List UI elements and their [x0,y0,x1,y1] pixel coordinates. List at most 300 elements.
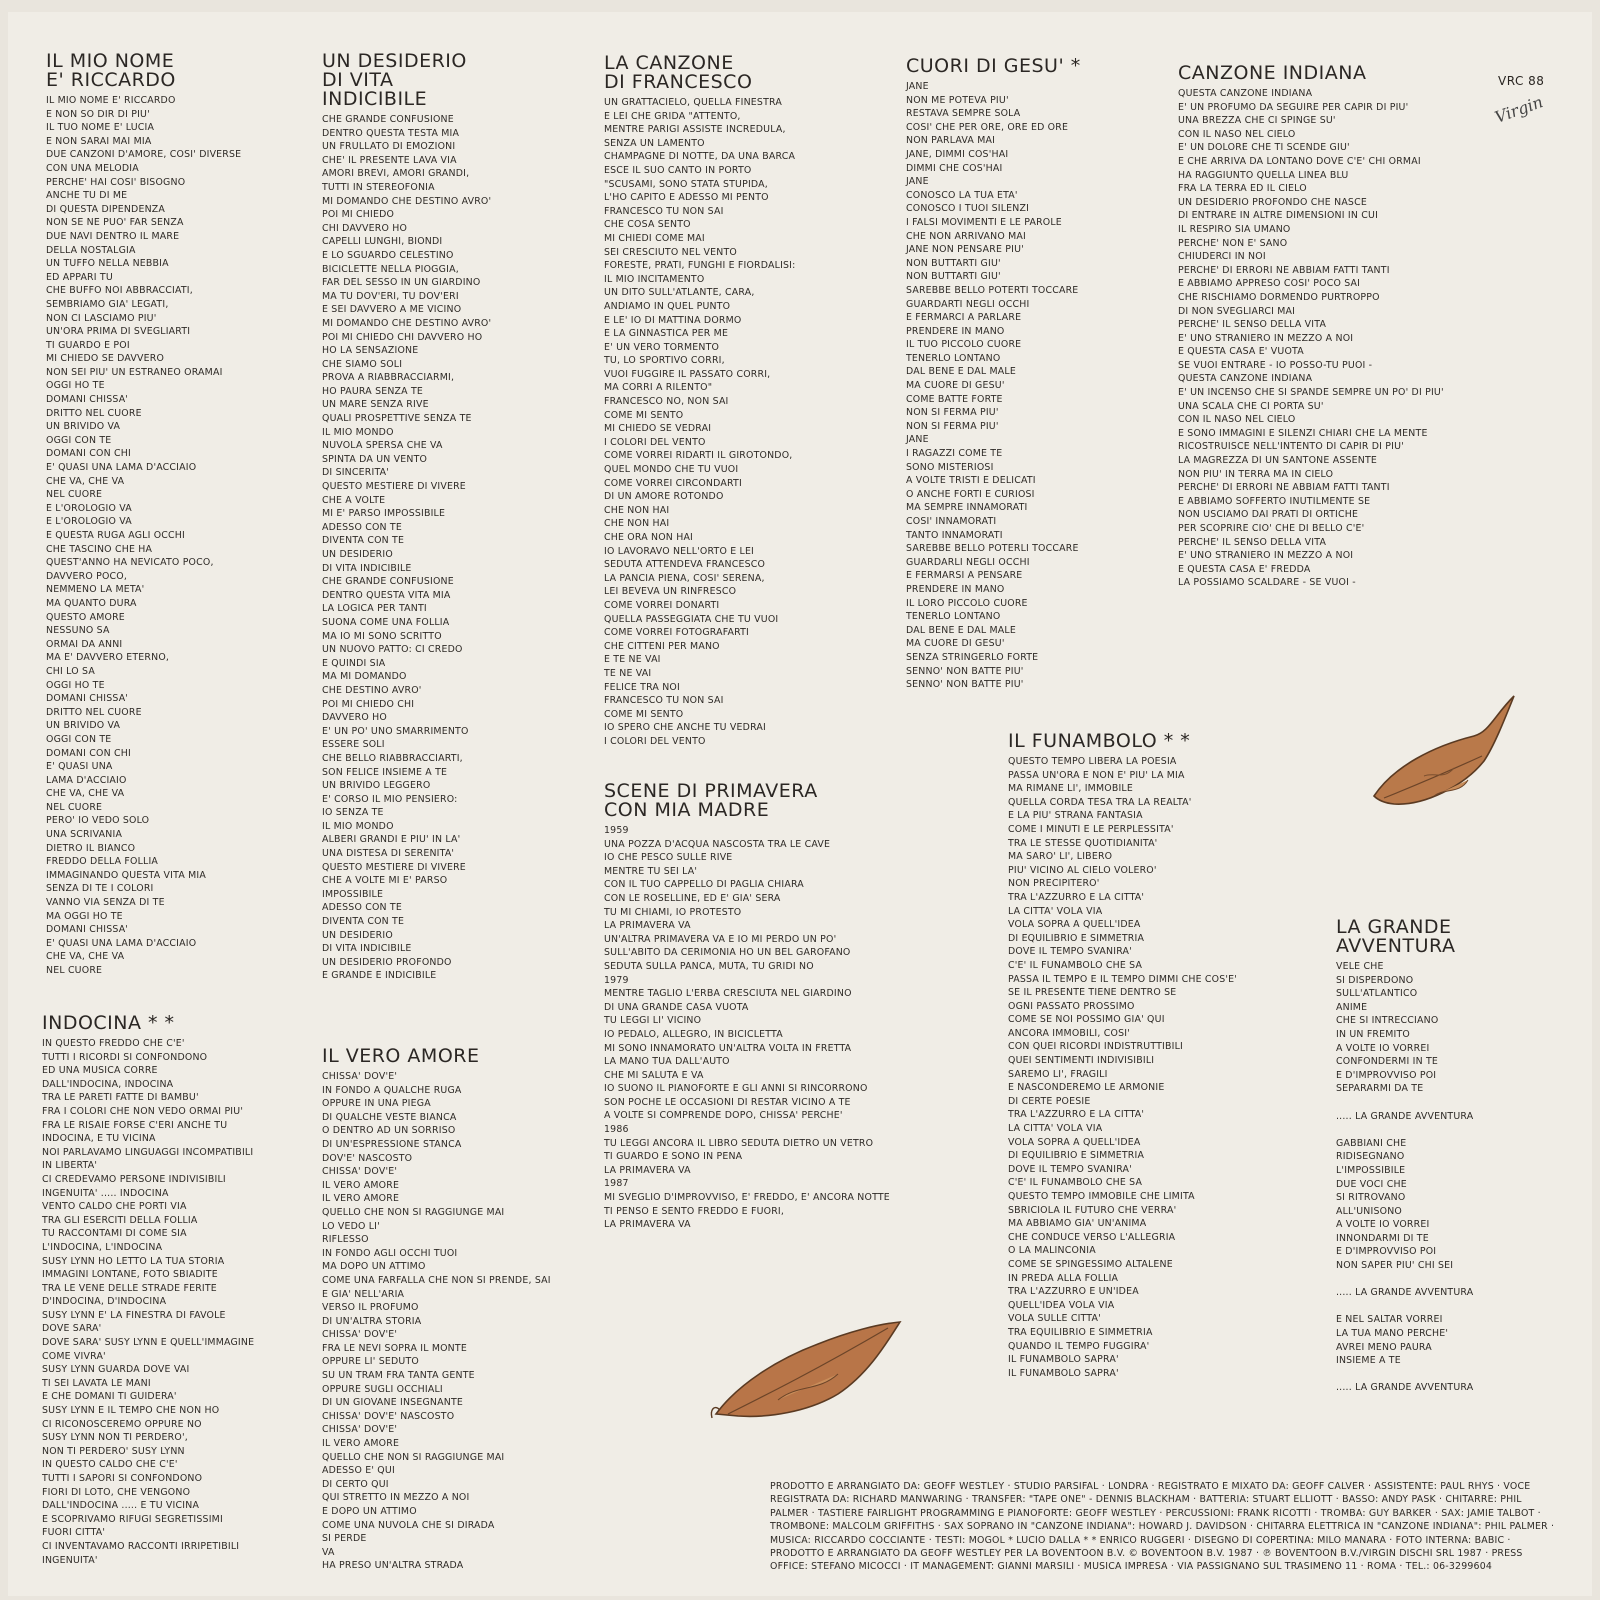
song-title: SCENE DI PRIMAVERA CON MIA MADRE [604,780,818,821]
lyric-line: ADESSO CON TE [322,902,402,914]
lyric-line: NON BUTTARTI GIU' [906,257,1001,269]
lyric-line: PERCHE' DI ERRORI NE ABBIAM FATTI TANTI [1178,264,1390,276]
lyric-line: E FERMARSI A PENSARE [906,570,1023,582]
lyric-line: SAREBBE BELLO POTERLI TOCCARE [906,543,1079,555]
lyric-line: AVREI MENO PAURA [1336,1341,1432,1353]
lyric-line: UNA DISTESA DI SERENITA' [322,848,455,860]
lyric-line: QUEL MONDO CHE TU VUOI [604,464,739,476]
song-cuori-di-gesu [906,57,1166,692]
lyric-line: LA MAGREZZA DI UN SANTONE ASSENTE [1178,455,1378,467]
lyric-line: IL FUNAMBOLO SAPRA' [1008,1354,1119,1366]
lyric-line: OGGI CON TE [46,733,112,745]
lyric-line: PERCHE' DI ERRORI NE ABBIAM FATTI TANTI [1178,482,1390,494]
lyric-line: E NEL SALTAR VORREI [1336,1314,1443,1326]
lyric-line: DELLA NOSTALGIA [46,244,136,256]
lyric-line: MA TU DOV'ERI, TU DOV'ERI [322,290,459,302]
lyric-line: E QUESTA CASA E' FREDDA [1178,563,1311,575]
lyric-line: HA RAGGIUNTO QUELLA LINEA BLU [1178,169,1349,181]
lyric-line: CHE VA, CHE VA [46,951,125,963]
lyric-line: D'INDOCINA, D'INDOCINA [42,1296,167,1308]
lyric-line: IN QUESTO FREDDO CHE C'E' [42,1038,185,1049]
lyric-line: PROVA A RIABBRACCIARMI, [322,372,455,384]
lyric-line: FRA LE RISAIE FORSE C'ERI ANCHE TU [42,1119,228,1131]
lyric-line: IL LORO PICCOLO CUORE [906,597,1028,609]
lyric-line: IMMAGINI LONTANE, FOTO SBIADITE [42,1269,218,1281]
lyric-line: SEDUTA SULLA PANCA, MUTA, TU GRIDI NO [604,960,814,972]
lyric-line: CON LE ROSELLINE, ED E' GIA' SERA [604,892,781,904]
lyric-line: ..... LA GRANDE AVVENTURA [1336,1382,1474,1394]
lyric-line: NON SI FERMA PIU' [906,420,999,432]
lyric-line: CHE NON HAI [604,504,670,516]
lyric-line: COME I MINUTI E LE PERPLESSITA' [1008,823,1174,835]
lyric-line: FRANCESCO TU NON SAI [604,695,724,707]
lyric-line: E' UNO STRANIERO IN MEZZO A NOI [1178,332,1354,344]
lyric-line: CON UNA MELODIA [46,162,139,174]
lyric-line: BICICLETTE NELLA PIOGGIA, [322,263,459,275]
lyric-line: SUSY LYNN NON TI PERDERO', [42,1432,188,1444]
lyric-line: E GRANDE E INDICIBILE [322,970,437,982]
lyric-line: INSIEME A TE [1336,1355,1401,1367]
lyric-line: CHISSA' DOV'E' [322,1424,398,1436]
lyric-line: CHE CITTENI PER MANO [604,640,720,652]
lyric-line: QUELLO CHE NON SI RAGGIUNGE MAI [322,1206,505,1218]
lyric-line: MI SONO INNAMORATO UN'ALTRA VOLTA IN FRETTA [604,1042,852,1054]
lyric-line: SUSY LYNN HO LETTO LA TUA STORIA [42,1255,225,1267]
lyric-line: SUSY LYNN GUARDA DOVE VAI [42,1364,190,1376]
lyric-line: ..... LA GRANDE AVVENTURA [1336,1287,1474,1299]
lyric-line: OGNI PASSATO PROSSIMO [1008,1000,1135,1012]
lyric-line: DIVENTA CON TE [322,916,405,928]
lyric-line: QUESTA CANZONE INDIANA [1178,88,1313,99]
lyric-line: CHE VA, CHE VA [46,475,125,487]
lyric-line: E' QUASI UNA [46,761,113,773]
lyric-line: CHE NON ARRIVANO MAI [906,230,1026,242]
lyric-line: CONFONDERMI IN TE [1336,1056,1439,1068]
lyric-line: QUESTO AMORE [46,611,125,623]
lyric-line: COME VORREI DONARTI [604,599,720,611]
lyric-line: FAR DEL SESSO IN UN GIARDINO [322,277,481,289]
lyric-line: IMMAGINANDO QUESTA VITA MIA [46,869,206,881]
lyric-line: CHE GRANDE CONFUSIONE [322,114,454,125]
lyric-line: CHE RISCHIAMO DORMENDO PURTROPPO [1178,291,1380,303]
lyric-line: DUE NAVI DENTRO IL MARE [46,230,180,242]
lyric-line: LAMA D'ACCIAIO [46,774,127,786]
lyric-line: ..... LA GRANDE AVVENTURA [1336,1110,1474,1122]
lyric-line: SON FELICE INSIEME A TE [322,766,448,778]
lyric-line: MI CHIEDI COME MAI [604,232,705,244]
lyric-line: PASSA UN'ORA E NON E' PIU' LA MIA [1008,769,1185,781]
lyric-line: MA ABBIAMO GIA' UN'ANIMA [1008,1218,1147,1230]
lyric-line: PERO' IO VEDO SOLO [46,815,150,827]
lyric-line: UN DESIDERIO [322,929,393,941]
lyric-line: E QUINDI SIA [322,657,386,669]
lyric-line: QUESTO MESTIERE DI VIVERE [322,861,466,873]
lyric-line: QUALI PROSPETTIVE SENZA TE [322,413,472,425]
lyric-line: FELICE TRA NOI [604,681,680,693]
lyric-line: IN FONDO A QUALCHE RUGA [322,1084,462,1096]
lyric-line: L'HO CAPITO E ADESSO MI PENTO [604,192,769,204]
lyric-line: DOVE IL TEMPO SVANIRA' [1008,946,1132,958]
lyric-line: UN DESIDERIO PROFONDO CHE NASCE [1178,196,1367,208]
lyric-line: VA [322,1546,335,1558]
lyric-line: IL MIO NOME E' RICCARDO [46,95,176,106]
lyric-line: CON IL NASO NEL CIELO [1178,414,1296,426]
lyric-line: PRENDERE IN MANO [906,583,1005,595]
lyric-line: E' CORSO IL MIO PENSIERO: [322,793,458,805]
lyric-line: LA PRIMAVERA VA [604,920,691,932]
lyric-line: COME SE NOI POSSIMO GIA' QUI [1008,1014,1165,1026]
lyric-line: IO SUONO IL PIANOFORTE E GLI ANNI SI RINCORRONO [604,1083,868,1095]
lyric-line: DI VITA INDICIBILE [322,562,412,574]
lyric-line: CHE NON HAI [604,518,670,530]
song-lyrics [322,1070,592,1573]
song-lyrics [906,80,1166,692]
lyric-line: CHISSA' DOV'E' [322,1071,398,1082]
lyric-line: UN FRULLATO DI EMOZIONI [322,141,456,153]
lyric-line: TRA GLI ESERCITI DELLA FOLLIA [42,1214,198,1226]
lyric-line: HA PRESO UN'ALTRA STRADA [322,1560,464,1572]
lyric-line: LA PRIMAVERA VA [604,1164,691,1176]
lyric-line: IN UN FREMITO [1336,1028,1411,1040]
lyric-line: ANDIAMO IN QUEL PUNTO [604,300,731,312]
lyric-line: FRA I COLORI CHE NON VEDO ORMAI PIU' [42,1105,244,1117]
lyric-line: FUORI CITTA' [42,1527,106,1539]
lyric-line: CONOSCO LA TUA ETA' [906,189,1018,201]
lyric-line: INNONDARMI DI TE [1336,1232,1429,1244]
lyric-line: O DENTRO AD UN SORRISO [322,1125,456,1137]
lyric-line: MA CORRI A RILENTO" [604,382,713,394]
lyric-line: TU LEGGI LI' VICINO [604,1015,702,1027]
lyric-line: CI CREDEVAMO PERSONE INDIVISIBILI [42,1173,226,1185]
lyric-line: CONOSCO I TUOI SILENZI [906,203,1030,215]
lyric-line: CHE SIAMO SOLI [322,358,403,370]
lyric-line: RICOSTRUISCE NELL'INTENTO DI CAPIR DI PIU' [1178,441,1404,453]
lyric-line: TRA L'AZZURRO E LA CITTA' [1008,891,1145,903]
lyric-line: IO CHE PESCO SULLE RIVE [604,852,733,864]
lyric-line: E D'IMPROVVISO POI [1336,1069,1437,1081]
leaf-illustration-bottom [708,1314,908,1434]
lyric-line: INDOCINA, E TU VICINA [42,1133,156,1145]
lyric-line: DI VITA INDICIBILE [322,943,412,955]
lyric-line: NEL CUORE [46,801,103,813]
lyric-line: SI RITROVANO [1336,1192,1406,1204]
lyric-line: HO LA SENSAZIONE [322,345,419,357]
lyric-line: JANE [906,176,929,188]
lyric-line: MA SEMPRE INNAMORATI [906,502,1028,514]
lyric-line: PER SCOPRIRE CIO' CHE DI BELLO C'E' [1178,523,1365,534]
lyric-line: OPPURE SUGLI OCCHIALI [322,1383,443,1395]
lyric-line: CHE TASCINO CHE HA [46,543,153,555]
lyric-line: DOVE SARA' SUSY LYNN E QUELL'IMMAGINE [42,1337,255,1349]
lyric-line: TI SEI LAVATA LE MANI [42,1377,151,1389]
lyric-line: LO VEDO LI' [322,1220,380,1232]
lyric-line: NON PIU' IN TERRA MA IN CIELO [1178,468,1334,480]
lyric-line: UN DESIDERIO PROFONDO [322,956,452,968]
lyric-line: IN PREDA ALLA FOLLIA [1008,1272,1119,1284]
song-lyrics [604,824,914,1232]
lyric-line: E NON SO DIR DI PIU' [46,108,150,120]
lyric-line: DI SINCERITA' [322,467,390,479]
lyric-line: TRA LE STESSE QUOTIDIANITA' [1008,837,1158,849]
lyric-line: NON PRECIPITERO' [1008,878,1100,890]
lyric-line: CHISSA' DOV'E' [322,1329,398,1341]
lyric-line: DI EQUILIBRIO E SIMMETRIA [1008,932,1145,944]
lyric-line: O ANCHE FORTI E CURIOSI [906,488,1035,500]
lyric-line: COME VORREI FOTOGRAFARTI [604,627,749,639]
lyric-line: DI ENTRARE IN ALTRE DIMENSIONI IN CUI [1178,210,1379,222]
lyric-line: FRA LE NEVI SOPRA IL MONTE [322,1342,467,1354]
lyric-line: MENTRE TAGLIO L'ERBA CRESCIUTA NEL GIARDINO [604,988,852,1000]
lyric-line: RESTAVA SEMPRE SOLA [906,108,1021,120]
lyric-line: LA LOGICA PER TANTI [322,603,427,615]
lyric-line: E' UN PROFUMO DA SEGUIRE PER CAPIR DI PIU' [1178,101,1409,113]
lyric-line: DI CERTE POESIE [1008,1095,1091,1107]
lyric-line: TUTTI IN STEREOFONIA [322,181,435,193]
lyric-line: TU RACCONTAMI DI COME SIA [42,1228,187,1240]
lyric-line: SPINTA DA UN VENTO [322,453,428,465]
lyric-line: E L'OROLOGIO VA [46,502,132,514]
lyric-line: LA TUA MANO PERCHE' [1336,1328,1449,1340]
lyric-line: FRANCESCO NO, NON SAI [604,396,729,408]
lyric-line: E NON SARAI MAI MIA [46,135,152,147]
lyric-line: INGENUITA' ..... INDOCINA [42,1187,169,1199]
lyric-line: UN TUFFO NELLA NEBBIA [46,258,169,270]
lyric-line: NON SEI PIU' UN ESTRANEO ORAMAI [46,366,223,378]
lyric-line: I RAGAZZI COME TE [906,448,1003,460]
lyric-line: DI UN GIOVANE INSEGNANTE [322,1397,464,1409]
lyric-line [1336,1300,1566,1314]
lyric-line: NON BUTTARTI GIU' [906,271,1001,283]
lyric-line: DIETRO IL BIANCO [46,842,136,854]
lyric-line: SI DISPERDONO [1336,974,1414,986]
lyric-line: MI CHIEDO SE VEDRAI [604,423,712,435]
lyric-line: DIMMI CHE COS'HAI [906,162,1003,174]
lyric-line: E' UN VERO TORMENTO [604,341,720,353]
lyric-line: TU MI CHIAMI, IO PROTESTO [604,906,742,918]
song-indocina [42,1014,322,1567]
lyric-line: IO PEDALO, ALLEGRO, IN BICICLETTA [604,1028,783,1040]
lyric-line: COSI' INNAMORATI [906,516,997,527]
lyric-line: DOVE SARA' [42,1323,102,1335]
song-title: CANZONE INDIANA [1178,62,1367,84]
lyric-line: TENERLO LONTANO [906,352,1001,364]
lyric-line: HO PAURA SENZA TE [322,385,424,397]
lyric-line: VUOI FUGGIRE IL PASSATO CORRI, [604,368,771,380]
lyric-line: TUTTI I SAPORI SI CONFONDONO [42,1473,203,1484]
lyric-line: E CHE DOMANI TI GUIDERA' [42,1391,177,1403]
lyric-line: ANIME [1336,1001,1368,1013]
song-lyrics [604,96,894,749]
lyric-line: COME UNA FARFALLA CHE NON SI PRENDE, SAI [322,1274,551,1286]
lyric-line: DRITTO NEL CUORE [46,407,142,419]
lyric-line: DI UN'ALTRA STORIA [322,1315,422,1327]
lyric-line: COME MI SENTO [604,708,684,720]
lyric-line: CI RICONOSCEREMO OPPURE NO [42,1418,202,1430]
lyric-line: JANE, DIMMI COS'HAI [906,148,1009,160]
lyric-line: NON USCIAMO DAI PRATI DI ORTICHE [1178,509,1359,521]
lyric-line: E FERMARCI A PARLARE [906,312,1022,324]
lyric-line: DOMANI CHISSA' [46,924,129,936]
lyric-line: SBRICIOLA IL FUTURO CHE VERRA' [1008,1204,1177,1216]
lyric-line: I COLORI DEL VENTO [604,436,706,448]
lyric-line: DENTRO QUESTA TESTA MIA [322,127,460,139]
lyric-line: COME VIVRA' [42,1350,106,1362]
lyric-line: CHE ORA NON HAI [604,532,694,543]
lyric-line: CON IL NASO NEL CIELO [1178,128,1296,140]
lyric-line: JANE [906,434,929,446]
lyric-line: DALL'INDOCINA ..... E TU VICINA [42,1500,200,1512]
lyric-line: MI DOMANDO CHE DESTINO AVRO' [322,317,492,329]
lyric-line: C'E' IL FUNAMBOLO CHE SA [1008,959,1143,971]
lyric-line: NON TI PERDERO' SUSY LYNN [42,1445,185,1457]
lyric-line: COME VORREI CIRCONDARTI [604,477,742,489]
lyric-line: QUI STRETTO IN MEZZO A NOI [322,1492,470,1504]
lyric-line: COSI' CHE PER ORE, ORE ED ORE [906,121,1069,133]
lyric-line: SI PERDE [322,1533,367,1545]
lyric-line: E' QUASI UNA LAMA D'ACCIAIO [46,937,197,949]
lyric-line: TI PENSO E SENTO FREDDO E FUORI, [604,1205,785,1217]
lyric-line: SEPARARMI DA TE [1336,1083,1424,1095]
lyric-line: ED APPARI TU [46,271,113,283]
lyric-line: SUSY LYNN E IL TEMPO CHE NON HO [42,1405,220,1417]
lyric-line: E' UN PO' UNO SMARRIMENTO [322,725,469,737]
lyric-line: LA POSSIAMO SCALDARE - SE VUOI - [1178,577,1356,589]
lyric-line: IN LIBERTA' [42,1160,98,1172]
lyric-line: RIFLESSO [322,1234,369,1246]
lyric-line [1336,1273,1566,1287]
lyric-line: GUARDARLI NEGLI OCCHI [906,556,1030,568]
lyric-line: I COLORI DEL VENTO [604,735,706,747]
song-title: IL FUNAMBOLO * * [1008,730,1191,752]
lyric-line: MA IO MI SONO SCRITTO [322,630,442,642]
lyric-line: UN BRIVIDO VA [46,421,121,433]
lyric-line: SULL'ATLANTICO [1336,988,1418,1000]
lyric-line: ANCORA IMMOBILI, COSI' [1008,1027,1130,1039]
lyric-line: MA QUANTO DURA [46,597,137,609]
song-un-desiderio [322,52,592,983]
lyric-line: SENNO' NON BATTE PIU' [906,679,1024,691]
lyric-line: FRANCESCO TU NON SAI [604,205,724,217]
lyric-line: IL RESPIRO SIA UMANO [1178,223,1291,235]
lyric-line: IL VERO AMORE [322,1193,400,1205]
lyric-line: TRA L'AZZURRO E UN'IDEA [1008,1286,1139,1298]
lyric-line: CHE A VOLTE [322,494,386,506]
lyric-line: SEI CRESCIUTO NEL VENTO [604,246,738,258]
lyric-line: ALL'UNISONO [1336,1205,1402,1217]
song-lyrics [1336,960,1566,1395]
lyric-line: 1979 [604,974,629,986]
song-lyrics [1008,755,1308,1380]
lyric-line: A VOLTE TRISTI E DELICATI [906,475,1036,487]
lyric-line: CHE A VOLTE MI E' PARSO [322,875,448,887]
lyric-line: FRA LA TERRA ED IL CIELO [1178,183,1307,195]
lyric-line: DI UNA GRANDE CASA VUOTA [604,1001,749,1013]
lyric-line: SON POCHE LE OCCASIONI DI RESTAR VICINO A TE [604,1096,851,1108]
lyric-line: CHE DESTINO AVRO' [322,684,422,696]
lyric-line: UNA SCRIVANIA [46,829,123,841]
lyric-line: DAL BENE E DAL MALE [906,366,1016,378]
lyric-line: 1987 [604,1178,629,1190]
song-il-mio-nome [46,52,316,978]
lyric-line: SUONA COME UNA FOLLIA [322,616,450,628]
lyric-line: NUVOLA SPERSA CHE VA [322,440,443,452]
lyric-line: VOLA SULLE CITTA' [1008,1313,1101,1325]
lyric-line: QUESTA CANZONE INDIANA [1178,373,1313,385]
song-canzone-indiana [1178,64,1488,590]
lyric-line: CHE GRANDE CONFUSIONE [322,576,454,588]
lyric-line: SAREMO LI', FRAGILI [1008,1068,1108,1080]
lyric-line: QUELL'IDEA VOLA VIA [1008,1299,1115,1311]
lyric-line: POI MI CHIEDO CHI [322,698,415,710]
lyric-line: LA PRIMAVERA VA [604,1219,691,1231]
lyric-line: ADESSO CON TE [322,521,402,533]
lyric-line: E L'OROLOGIO VA [46,516,132,528]
lyric-line: E' UNO STRANIERO IN MEZZO A NOI [1178,550,1354,562]
lyric-line: SULL'ABITO DA CERIMONIA HO UN BEL GAROFANO [604,947,851,959]
lyric-line: MA DOPO UN ATTIMO [322,1261,426,1273]
lyric-line: ANCHE TU DI ME [46,190,128,202]
lyric-line: O LA MALINCONIA [1008,1245,1096,1257]
lyric-line: E TE NE VAI [604,654,661,666]
lyric-line: UN BRIVIDO LEGGERO [322,780,431,792]
lyric-line: DOV'E' NASCOSTO [322,1152,413,1164]
lyric-line: E SONO IMMAGINI E SILENZI CHIARI CHE LA MENTE [1178,427,1428,439]
lyric-line: TENERLO LONTANO [906,611,1001,623]
lyric-line: ESSERE SOLI [322,739,385,751]
lyric-line: SENZA DI TE I COLORI [46,883,154,895]
lyric-line: PERCHE' NON E' SANO [1178,237,1288,249]
lyric-line: TANTO INNAMORATI [906,529,1003,541]
lyric-line: E LA PIU' STRANA FANTASIA [1008,810,1143,822]
lyric-line: CHISSA' DOV'E' [322,1166,398,1178]
song-lyrics [42,1037,322,1567]
credits-block: PRODOTTO E ARRANGIATO DA: GEOFF WESTLEY · STUDIO PARSIFAL · LONDRA · REGISTRATO E MIXATO DA: GEOFF CALVER · ASSISTENTE: PAUL RHYS · VOCE REGISTRATA DA: RICHARD MANWARING · TRANSFER: "TAPE ONE" - DENNIS BLACKHAM · BATTERIA: STUART ELLIOTT · BASSO: ANDY PASK · CHITARRE: PHIL PALMER · TASTIERE FAIRLIGHT PROGRAMMING E PIANOFORTE: GEOFF WESTLEY · PERCUSSIONI: FRANK RICOTTI · TROMBA: GUY BARKER · SAX: JAMIE TALBOT · TROMBONE: MALCOLM GRIFFITHS · SAX SOPRANO IN "CANZONE INDIANA": HOWARD J. DAVIDSON · CHITARRA ELETTRICA IN "CANZONE INDIANA": PHIL PALMER · MUSICA: RICCARDO COCCIANTE · TESTI: MOGOL * LUCIO DALLA * * ENRICO RUGGERI · DISEGNO DI COPERTINA: MILO MANARA · FOTO INTERNA: BABIC · PRODOTTO E ARRANGIATO DA GEOFF WESTLEY PER LA BOVENTOON B.V. © BOVENTOON B.V. 1987 · ℗ BOVENTOON B.V./VIRGIN DISCHI SRL 1987 · PRESS OFFICE: STEFANO MICOCCI · IT MANAGEMENT: GIANNI MARSILI · MUSICA IMPRESA · VIA PASSIGNANO SUL TRASIMENO 11 · ROMA · TEL.: 06-3299604 [770,1481,1555,1573]
lyric-line: ED UNA MUSICA CORRE [42,1065,158,1077]
song-lyrics [46,94,316,978]
lyric-line: TRA L'AZZURRO E LA CITTA' [1008,1109,1145,1121]
lyric-line: SAREBBE BELLO POTERTI TOCCARE [906,284,1079,296]
lyric-line: C'E' IL FUNAMBOLO CHE SA [1008,1177,1143,1189]
lyric-line: LEI BEVEVA UN RINFRESCO [604,586,737,598]
lyric-line: DI UN'ESPRESSIONE STANCA [322,1138,462,1150]
lyric-line: IO SENZA TE [322,807,384,819]
lyric-line: LA PANCIA PIENA, COSI' SERENA, [604,572,765,584]
lyric-line: DUE CANZONI D'AMORE, COSI' DIVERSE [46,149,242,161]
lyric-line: SONO MISTERIOSI [906,461,994,473]
lyric-line: DI EQUILIBRIO E SIMMETRIA [1008,1150,1145,1162]
lyric-line: SUSY LYNN E' LA FINESTRA DI FAVOLE [42,1309,226,1321]
lyric-line: DOMANI CON CHI [46,448,131,460]
lyric-line: DUE VOCI CHE [1336,1178,1407,1190]
lyric-line: QUESTO TEMPO LIBERA LA POESIA [1008,756,1177,767]
lyric-line: QUELLA PASSEGGIATA CHE TU VUOI [604,613,779,625]
lyric-line: CHAMPAGNE DI NOTTE, DA UNA BARCA [604,151,796,163]
lyric-line: PERCHE' IL SENSO DELLA VITA [1178,319,1327,331]
lyric-line: CHISSA' DOV'E' NASCOSTO [322,1410,455,1422]
song-lyrics [322,113,592,983]
lyric-line: DENTRO QUESTA VITA MIA [322,589,451,601]
lyric-line: POI MI CHIEDO [322,209,395,221]
lyric-line: DRITTO NEL CUORE [46,706,142,718]
lyric-line: A VOLTE SI COMPRENDE DOPO, CHISSA' PERCHE' [604,1110,843,1122]
lyric-line: CHE VA, CHE VA [46,788,125,800]
lyric-line: CHE COSA SENTO [604,219,691,231]
lyric-line: UNA POZZA D'ACQUA NASCOSTA TRA LE CAVE [604,838,831,850]
lyric-sheet [8,12,1592,1596]
lyric-line: CI INVENTAVAMO RACCONTI IRRIPETIBILI [42,1540,240,1552]
song-lyrics [1178,87,1488,590]
lyric-line: IL TUO PICCOLO CUORE [906,339,1022,351]
